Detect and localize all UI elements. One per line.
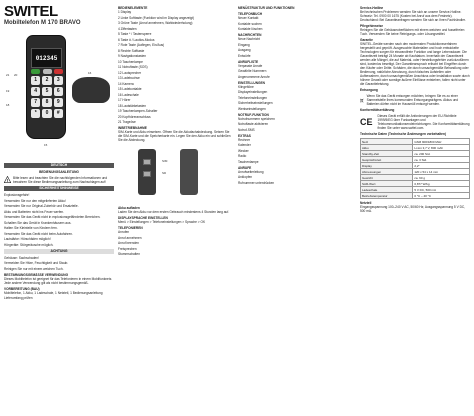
- spec-value: Li-Ion 3,7 V, 800 mAh: [413, 145, 470, 151]
- intro-note: [4, 176, 114, 184]
- part-item: 14 Kamera: [118, 81, 134, 86]
- section-header-parts: BEDIENELEMENTE: [118, 6, 148, 10]
- menu-item: Notrufnummern speichern: [238, 116, 275, 121]
- caution-item: Gehäuse: Sachschaden!: [4, 255, 39, 260]
- section-header-use: BESTIMMUNGSGEMÄSSE VERWENDUNG: [4, 272, 69, 277]
- spec-value: 2,2": [413, 163, 470, 169]
- section-header-disposal: Entsorgung: [360, 88, 378, 92]
- phone-item: Anruf annehmen: [118, 235, 142, 240]
- part-item: 18 Lautstärketasten: [118, 103, 146, 108]
- nav-keys: [31, 69, 63, 75]
- charge-text: Laden Sie den Akku vor dem ersten Gebrauch mindestens 4 Stunden lang auf.: [118, 210, 230, 214]
- disposal-text: Wenn Sie das Gerät entsorgen möchten, bringen Sie es zu einer Sammelstelle Ihres kommunalen Entsorgungsträgers. Akkus und Batterien dürfen nicht im Hausmüll entsorgt werden.: [366, 94, 459, 106]
- caution-item: Reinigen Sie nur mit einem weichen Tuch.: [4, 266, 64, 271]
- menu-group-title: NACHRICHTEN: [238, 33, 262, 37]
- phone-back-image: [180, 149, 198, 195]
- safety-item: Schalten Sie das Gerät in Krankenhäusern aus.: [4, 220, 72, 225]
- part-item: 9 Navigationstasten: [118, 54, 146, 58]
- key: 2: [42, 76, 51, 85]
- spec-value: GSM 900/1800 MHz: [413, 139, 470, 145]
- menu-item: Eingang: [238, 42, 250, 47]
- menu-group: [238, 166, 356, 185]
- part-item: 7 Rote Taste (Auflegen, Ein/Aus): [118, 43, 165, 47]
- sd-label: SD: [162, 171, 167, 175]
- part-item: 15 Ladekontakte: [118, 87, 142, 91]
- menu-item: Rufnummer unterdrücken: [238, 180, 275, 185]
- sd-slot: [143, 171, 151, 177]
- menu-item: Taschenlampe: [238, 159, 259, 164]
- warning-icon: [4, 176, 11, 183]
- sim-label: SIM: [162, 159, 168, 163]
- part-item: 13 Ladebuchse: [118, 76, 140, 80]
- menu-item: Angenommene Anrufe: [238, 74, 270, 79]
- menu-item: Kontakte suchen: [238, 21, 262, 26]
- display-text: Menü > Einstellungen > Telefoneinstellungen > Sprache > OK: [118, 220, 206, 224]
- spec-key: Display: [361, 163, 413, 169]
- part-item: 21 Trageöse: [118, 120, 136, 124]
- section-header-setup: INBETRIEBNAHME: [118, 126, 147, 130]
- menu-group: [238, 134, 356, 164]
- phone-item: Anrufen: [118, 230, 130, 234]
- column-3: [238, 4, 356, 186]
- menu-group-title: ANRUFLISTE: [238, 59, 259, 64]
- key: 4: [31, 87, 40, 96]
- spec-value: ca. 90 g: [413, 175, 470, 181]
- menu-item: Verpasste Anrufe: [238, 63, 263, 68]
- part-item: 3 Grüne Taste (Anruf annehmen, Wahlwiederholung): [118, 21, 193, 25]
- ce-mark-icon: CE: [360, 117, 373, 127]
- prep-item: Lieferumfang prüfen: [4, 296, 33, 300]
- part-item: 8 Rechte Softtaste: [118, 48, 145, 53]
- menu-item: Klingeltöne: [238, 84, 254, 89]
- conformity-row: [360, 114, 470, 130]
- crossed-bin-icon: [360, 95, 364, 106]
- section-header-caution: ACHTUNG: [4, 249, 114, 254]
- spec-value: 0 °C – 40 °C: [413, 193, 470, 199]
- svg-text:!: !: [6, 177, 9, 183]
- spec-key: Akku: [361, 145, 413, 151]
- menu-group-title: EXTRAS: [238, 133, 251, 138]
- disposal-icons: [360, 94, 470, 106]
- key: 7: [31, 98, 40, 107]
- menu-item: Neue Nachricht: [238, 37, 260, 41]
- manual-subtitle: BEDIENUNGSANLEITUNG: [39, 170, 79, 174]
- key: *: [31, 109, 40, 118]
- phone-item: Stummschalten: [118, 252, 140, 256]
- callout-label: 15: [44, 143, 48, 147]
- menu-item: Entwürfe: [238, 53, 251, 58]
- keypad: [31, 76, 63, 118]
- menu-group: [238, 81, 356, 111]
- prep-item: Mobiltelefon, 1 Akku, 1 Ladeschale, 1 Netzteil, 1 Bedienungsanleitung: [4, 290, 103, 295]
- menu-item: Telefoneinstellungen: [238, 95, 268, 100]
- section-header-care: Pflegehinweise: [360, 24, 384, 28]
- menu-group-title: ANRUFE: [238, 165, 252, 170]
- section-header-menu: MENÜSTRUKTUR UND FUNKTIONEN: [238, 6, 295, 10]
- spec-value: 0,877 W/kg: [413, 181, 470, 187]
- section-header-warranty: Garantie: [360, 38, 373, 42]
- menu-group: [238, 33, 356, 58]
- menu-item: Neuer Kontakt: [238, 16, 259, 20]
- section-header-service: Service-Hotline: [360, 6, 384, 10]
- part-item: 5 Taste * / Tastensperre: [118, 32, 152, 36]
- menu-item: Anrufweiterleitung: [238, 169, 264, 174]
- part-item: 1 Display: [118, 10, 132, 14]
- safety-item: Verwenden Sie nur den mitgelieferten Akku!: [4, 198, 66, 203]
- phone-back-image: [138, 149, 156, 195]
- model-title: Mobiltelefon M 170 BRAVO: [4, 20, 81, 26]
- netz-text: Eingangsspannung 100–240 V AC, 50/60 Hz; Ausgangsspannung 5 V DC, 500 mA.: [360, 205, 466, 213]
- part-item: 17 Hörer: [118, 98, 131, 102]
- safety-item: Akku und Batterien nicht ins Feuer werfen.: [4, 209, 65, 214]
- spec-value: 5 V DC, 500 mA: [413, 187, 470, 193]
- callout-label: 20: [14, 73, 18, 77]
- spec-key: Abmessungen: [361, 169, 413, 175]
- key: 1: [31, 76, 40, 85]
- key: 9: [54, 98, 63, 107]
- table-row: [361, 193, 470, 199]
- safety-item: Hörgeräte: Störgeräusche möglich.: [4, 242, 54, 247]
- caution-item: Vermeiden Sie Hitze, Feuchtigkeit und Staub.: [4, 261, 69, 265]
- use-text: Dieses Mobiltelefon ist geeignet für das Telefonieren in einem Mobilfunknetz. Jede andere Verwendung gilt als nicht bestimmungsgemäß.: [4, 276, 113, 285]
- column-4: [360, 4, 470, 215]
- phone-item: Freisprechen: [118, 246, 137, 251]
- sim-slot: [143, 159, 151, 165]
- menu-item: Wecker: [238, 148, 249, 153]
- menu-item: Werkseinstellungen: [238, 106, 266, 111]
- service-text: Bei technischen Problemen wenden Sie sich an unsere Service-Hotline. Schweiz: Tel. 0900 00 1675 (Kosten bei Anruf aus dem Festnetz). Deutschland: Bei Garantieanfragen wenden Sie sich an Ihren Fachhändler.: [360, 10, 466, 22]
- section-header-charge: Akku aufladen: [118, 206, 140, 210]
- intro-text: Bitte lesen und beachten Sie die nachfolgenden Informationen und bewahren Sie diese Bedienungsanleitung zum Nachschlagen auf!: [13, 176, 108, 184]
- brand-logo: SWITEL: [4, 3, 58, 20]
- section-header-display: DISPLAYSPRACHE EINSTELLEN: [118, 216, 168, 220]
- part-item: 6 Taste # / Lautlos-Modus: [118, 37, 155, 42]
- spec-value: 120 x 54 x 14 mm: [413, 169, 470, 175]
- column-2: [118, 4, 234, 258]
- menu-group-title: EINSTELLUNGEN: [238, 80, 265, 85]
- menu-item: Ausgang: [238, 48, 251, 52]
- warranty-text: SWITEL-Geräte werden nach den modernsten Produktionsverfahren hergestellt und geprüft. Ausgesuchte Materialien und hoch entwickelte Technologien sorgen für einwandfreie Funktion und lange Lebensdauer. Die Garantiezeit beträgt 24 Monate ab Kaufdatum. Innerhalb der Garantiezeit werden alle Mängel, die auf Material- oder Herstellungsfehler zurückzuführen sind, kostenlos beseitigt. Der Garantieanspruch erlischt bei Eingriffen durch den Käufer oder Dritte. Schäden, die durch unsachgemäße Behandlung oder Bedienung, natürliche Abnutzung, durch falsches Aufstellen oder Aufbewahren, durch unsachgemäßen Anschluss oder Installation sowie durch höhere Gewalt oder sonstige äußere Einflüsse entstehen, fallen nicht unter die Garantieleistung.: [360, 42, 470, 86]
- safety-item: Halten Sie Kleinteile von Kindern fern.: [4, 226, 58, 230]
- part-item: 20 Kopfhöreranschluss: [118, 114, 151, 119]
- part-item: 11 Notruftaste (SOS): [118, 65, 148, 69]
- battery-illustration: [118, 145, 234, 203]
- spec-key: Ladeschale: [361, 187, 413, 193]
- part-item: 4 Ziffertasten: [118, 26, 137, 31]
- care-text: Reinigen Sie die Gehäuseoberflächen mit einem weichen und fusselfreien Tuch. Verwenden Sie keine Reinigungs- oder Lösungsmittel.: [360, 28, 465, 36]
- spec-key: Gesprächszeit: [361, 157, 413, 163]
- key: 0: [42, 109, 51, 118]
- key: 8: [42, 98, 51, 107]
- callout-label: 21: [6, 73, 10, 77]
- setup-text: SIM-Karte und Akku einsetzen. Öffnen Sie die Akkufachabdeckung. Setzen Sie die SIM-Karte und die Speicherkarte ein. Legen Sie den Akku ein und schließen Sie die Abdeckung.: [118, 130, 231, 142]
- spec-key: Betriebstemperatur: [361, 193, 413, 199]
- menu-group: [238, 60, 356, 79]
- part-item: 12 Lautsprecher: [118, 70, 142, 75]
- key: 6: [54, 87, 63, 96]
- specs-table: [360, 138, 470, 199]
- menu-item: Notruf-SMS: [238, 127, 255, 132]
- spec-key: Standby-Zeit: [361, 151, 413, 157]
- part-item: 10 Taschenlampe: [118, 59, 143, 64]
- phone-item: Anruf beenden: [118, 241, 139, 245]
- phone-illustration: [4, 31, 114, 161]
- menu-item: Kalender: [238, 143, 251, 147]
- safety-item: Lautstärke: Hörschäden möglich!: [4, 237, 51, 241]
- section-header-conformity: Konformitätserklärung: [360, 108, 395, 112]
- menu-group: [238, 113, 356, 132]
- section-header-netz: Netzteil: [360, 201, 372, 205]
- part-item: 19 Taschenlampen-Schalter: [118, 109, 158, 113]
- conformity-text: Dieses Gerät erfüllt die Anforderungen der EU-Richtlinie 1999/5/EG über Funkanlagen und Telekommunikationsendeinrichtungen. Die Konformitätserklärung finden Sie unter www.switel.com.: [377, 114, 470, 130]
- safety-item: Verwenden Sie das Gerät nicht beim Autofahren.: [4, 231, 73, 236]
- spec-key: Netz: [361, 139, 413, 145]
- menu-item: Sicherheitseinstellungen: [238, 101, 273, 105]
- phone-screen: 012345: [31, 48, 62, 68]
- menu-item: Gewählte Nummern: [238, 69, 267, 73]
- safety-item: Explosionsgefahr!: [4, 193, 30, 197]
- key: 3: [54, 76, 63, 85]
- charging-cradle-image: [72, 77, 110, 103]
- section-header-safety: SICHERHEITSHINWEISE: [4, 186, 114, 191]
- safety-item: Verwenden Sie das Gerät nicht in explosionsgefährdeten Bereichen.: [4, 215, 101, 219]
- spec-key: SAR-Wert: [361, 181, 413, 187]
- menu-group-title: NOTRUF-FUNKTION: [238, 112, 269, 117]
- spec-value: ca. 200 Std.: [413, 151, 470, 157]
- safety-item: Verwenden Sie nur Original-Zubehör und Ersatzteile.: [4, 204, 79, 208]
- menu-item: Rechner: [238, 137, 251, 142]
- handset-image: [26, 35, 66, 139]
- callout-label: 16: [88, 71, 92, 75]
- part-item: 16 Ladeschale: [118, 92, 139, 97]
- menu-item: Radio: [238, 154, 247, 158]
- section-header-prep: VORBEREITUNG (BAU): [4, 286, 40, 291]
- key: #: [54, 109, 63, 118]
- column-1: [4, 4, 114, 302]
- callout-label: 18: [6, 103, 10, 107]
- section-header-phone: TELEFONIEREN: [118, 226, 143, 230]
- menu-item: Anklopfen: [238, 175, 253, 179]
- menu-group: [238, 12, 356, 31]
- key: 5: [42, 87, 51, 96]
- menu-item: Kontakte löschen: [238, 27, 263, 31]
- menu-item: Displayeinstellungen: [238, 90, 268, 94]
- callout-label: 19: [6, 89, 10, 93]
- section-header-deutsch: DEUTSCH: [4, 163, 114, 168]
- menu-item: Notruftaste aktivieren: [238, 122, 269, 126]
- menu-group-title: TELEFONBUCH: [238, 12, 263, 16]
- spec-value: ca. 3 Std.: [413, 157, 470, 163]
- spec-key: Gewicht: [361, 175, 413, 181]
- part-item: 2 Linke Softtaste (Funktion wird im Display angezeigt): [118, 15, 195, 20]
- section-header-specs: Technische Daten (Technische Änderungen vorbehalten): [360, 132, 446, 136]
